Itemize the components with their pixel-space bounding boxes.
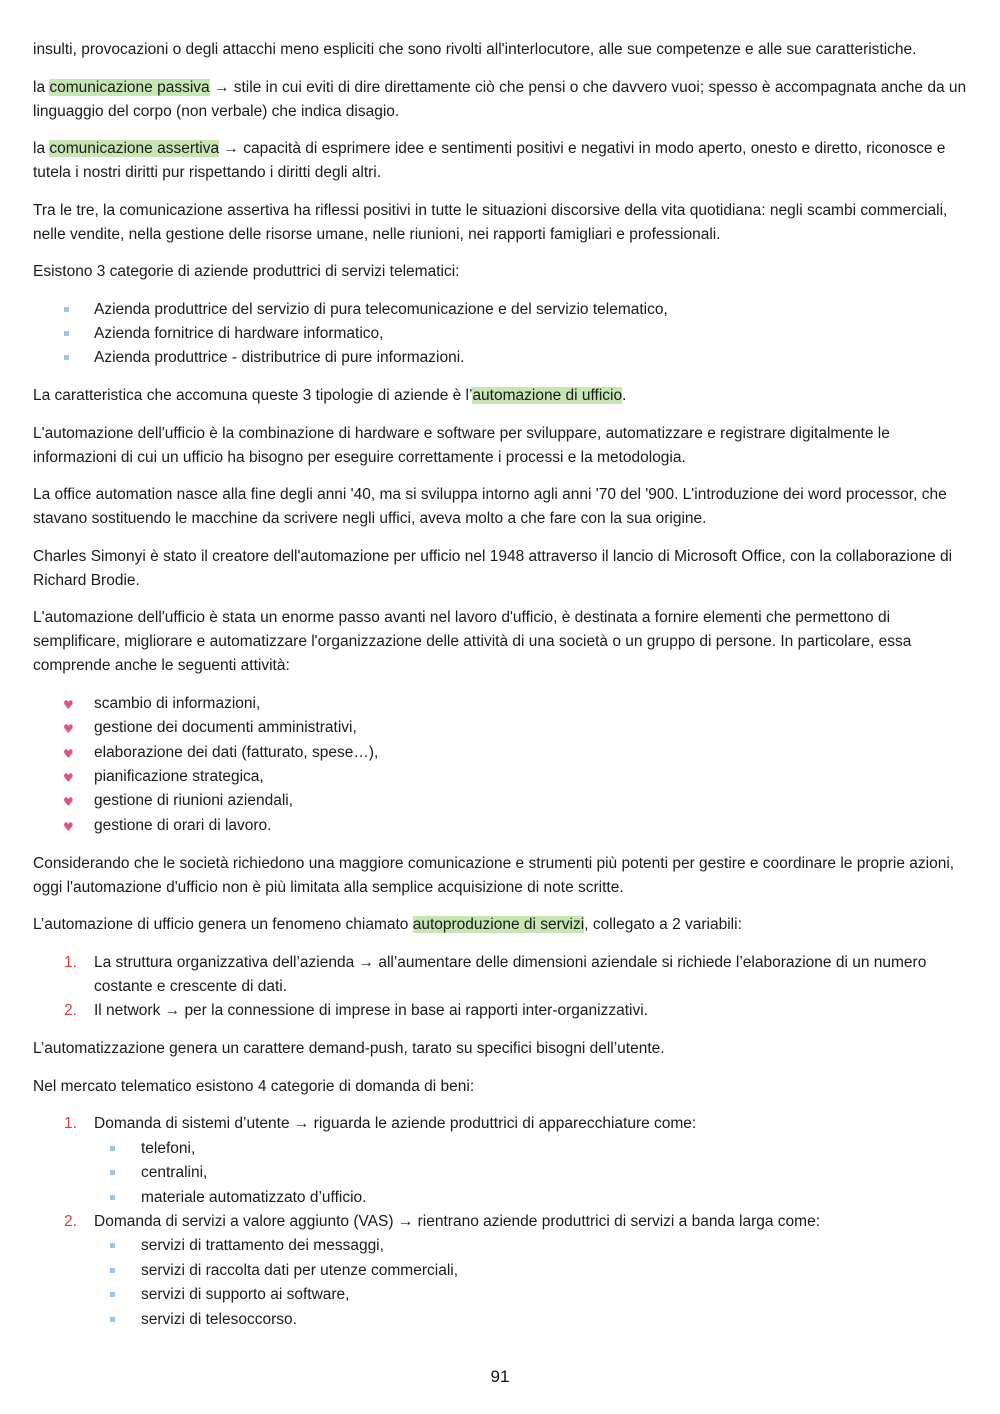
square-bullet-icon — [64, 307, 69, 312]
sub-list-item — [94, 1259, 968, 1283]
square-bullet-icon — [110, 1146, 115, 1151]
paragraph: La office automation nasce alla fine degli anni '40, ma si sviluppa intorno agli anni '70 del '900. L'introduzione dei word processor, che stavano sostituendo le macchine da scrivere negli uffici, aveva molto a che fare con la sua origine. — [33, 486, 947, 528]
heart-bullet-icon: ♥ — [63, 722, 74, 737]
text: la — [33, 78, 50, 96]
list-item-text: Domanda di servizi a valore aggiunto (VAS) → rientrano aziende produttrici di servizi a banda larga come: — [94, 1213, 820, 1230]
list-item-text: gestione dei documenti amministrativi, — [94, 719, 357, 737]
list-item-text: Azienda produttrice - distributrice di pure informazioni. — [94, 349, 465, 367]
heart-bullet-icon: ♥ — [63, 697, 74, 712]
text: → stile in cui eviti di dire direttamente ciò che pensi o che davvero vuoi; spesso è accompagnata anche da un linguaggio del corpo (non verbale) che indica disagio. — [33, 78, 967, 120]
list-item-text: Il network → per la connessione di imprese in base ai rapporti inter-organizzativi. — [94, 1002, 648, 1020]
paragraph: Tra le tre, la comunicazione assertiva ha riflessi positivi in tutte le situazioni discorsive della vita quotidiana: negli scambi commerciali, nelle vendite, nella gestione delle risorse umane, nelle riunioni, nei rapporti famigliari e professionali. — [33, 201, 948, 243]
list-item-text: elaborazione dei dati (fatturato, spese…), — [94, 743, 379, 761]
text: , collegato a 2 variabili: — [584, 916, 742, 934]
square-bullet-icon — [110, 1292, 115, 1297]
list-item-text: materiale automatizzato d’ufficio. — [141, 1188, 367, 1206]
highlighted-term: comunicazione passiva — [49, 78, 210, 96]
heart-bullet-icon: ♥ — [63, 746, 74, 761]
paragraph: L’automatizzazione genera un carattere demand-push, tarato su specifici bisogni dell’utente. — [33, 1040, 665, 1058]
list-number: 1. — [64, 953, 77, 971]
paragraph: Esistono 3 categorie di aziende produttrici di servizi telematici: — [33, 263, 460, 280]
list-item-text: La struttura organizzativa dell’azienda → all’aumentare delle dimensioni aziendale si richiede l’elaborazione di un numero costante e crescente di dati. — [94, 953, 927, 996]
list-item — [33, 999, 968, 1023]
list-item — [33, 1112, 968, 1210]
sub-list — [94, 1137, 968, 1210]
list-item-text: pianificazione strategica, — [94, 767, 264, 785]
paragraph-autoproduzione — [33, 913, 968, 937]
square-bullet-icon — [110, 1195, 115, 1200]
list-item — [33, 951, 968, 1000]
list-item — [33, 741, 968, 765]
list-item — [33, 765, 968, 789]
list-item-text: telefoni, — [141, 1139, 196, 1157]
paragraph-automazione — [33, 384, 968, 408]
list-number: 1. — [64, 1115, 77, 1133]
page-number: 91 — [490, 1367, 510, 1386]
sub-list-item — [94, 1308, 968, 1332]
list-item — [33, 1210, 968, 1332]
sub-list-item — [94, 1283, 968, 1307]
text: → capacità di esprimere idee e sentimenti positivi e negativi in modo aperto, onesto e diretto, riconosce e tutela i nostri diritti pur rispettando i diritti degli altri. — [33, 140, 946, 181]
square-bullet-icon — [110, 1170, 115, 1175]
numbered-list-variabili — [33, 951, 968, 1024]
list-item-text: Domanda di sistemi d’utente → riguarda le aziende produttrici di apparecchiature come: — [94, 1115, 697, 1133]
list-item-text: Azienda produttrice del servizio di pura telecomunicazione e del servizio telematico, — [94, 300, 668, 318]
sub-list-item — [94, 1137, 968, 1161]
sub-list-item — [94, 1186, 968, 1210]
paragraph: L'automazione dell'ufficio è stata un enorme passo avanti nel lavoro d'ufficio, è destinata a fornire elementi che permettono di semplificare, migliorare e automatizzare l'organizzazione delle attività di una società o un gruppo di persone. In particolare, essa comprende anche le seguenti attività: — [33, 609, 912, 675]
text: la — [33, 140, 50, 157]
list-item-text: servizi di raccolta dati per utenze commerciali, — [141, 1261, 459, 1279]
heart-bullet-icon: ♥ — [63, 770, 74, 785]
square-bullet-icon — [110, 1268, 115, 1273]
paragraph: insulti, provocazioni o degli attacchi meno espliciti che sono rivolti all'interlocutore, alle sue competenze e alle sue caratteristiche. — [33, 41, 917, 58]
paragraph: Nel mercato telematico esistono 4 categorie di domanda di beni: — [33, 1077, 475, 1095]
square-bullet-icon — [64, 355, 69, 360]
list-item — [33, 789, 968, 813]
list-number: 2. — [64, 1002, 77, 1020]
list-item-text: gestione di riunioni aziendali, — [94, 792, 294, 810]
list-item — [33, 692, 968, 716]
list-item-text: servizi di trattamento dei messaggi, — [141, 1237, 384, 1255]
list-item-text: servizi di supporto ai software, — [141, 1286, 350, 1304]
heart-bullet-icon: ♥ — [63, 795, 74, 810]
list-number: 2. — [64, 1213, 77, 1230]
paragraph: L'automazione dell'ufficio è la combinazione di hardware e software per sviluppare, automatizzare e registrare digitalmente le informazioni di cui un ufficio ha bisogno per eseguire correttamente i processi e la metodologia. — [33, 424, 890, 466]
numbered-list-domanda — [33, 1112, 968, 1332]
square-bullet-icon — [110, 1243, 115, 1248]
paragraph-comunicazione-passiva — [33, 76, 968, 124]
heart-bullet-icon: ♥ — [63, 819, 74, 834]
list-item — [33, 322, 968, 346]
document-page — [33, 38, 968, 1346]
paragraph-comunicazione-assertiva — [33, 137, 968, 185]
sub-list-item — [94, 1234, 968, 1258]
bullet-list-aziende — [33, 298, 968, 371]
list-item — [33, 298, 968, 322]
paragraph: Charles Simonyi è stato il creatore dell'automazione per ufficio nel 1948 attraverso il lancio di Microsoft Office, con la collaborazione di Richard Brodie. — [33, 547, 953, 589]
highlighted-term: autoproduzione di servizi — [412, 916, 585, 934]
square-bullet-icon — [64, 331, 69, 336]
paragraph: Considerando che le società richiedono una maggiore comunicazione e strumenti più potenti per gestire e coordinare le proprie azioni, oggi l'automazione d'ufficio non è più limitata alla semplice acquisizione di note scritte. — [33, 854, 955, 896]
list-item-text: Azienda fornitrice di hardware informatico, — [94, 324, 384, 342]
list-item — [33, 346, 968, 370]
list-item-text: gestione di orari di lavoro. — [94, 816, 272, 834]
list-item-text: centralini, — [141, 1164, 208, 1182]
heart-list-attivita — [33, 692, 968, 838]
square-bullet-icon — [110, 1317, 115, 1322]
list-item — [33, 716, 968, 740]
text: L’automazione di ufficio genera un fenomeno chiamato — [33, 916, 413, 934]
sub-list-item — [94, 1161, 968, 1185]
list-item-text: scambio di informazioni, — [94, 694, 261, 712]
list-item — [33, 814, 968, 838]
list-item-text: servizi di telesoccorso. — [141, 1310, 297, 1328]
highlighted-term: comunicazione assertiva — [49, 140, 220, 157]
highlighted-term: automazione di ufficio — [472, 387, 623, 405]
sub-list — [94, 1234, 968, 1332]
text: La caratteristica che accomuna queste 3 tipologie di aziende è l’ — [33, 387, 473, 405]
text: . — [622, 387, 627, 405]
